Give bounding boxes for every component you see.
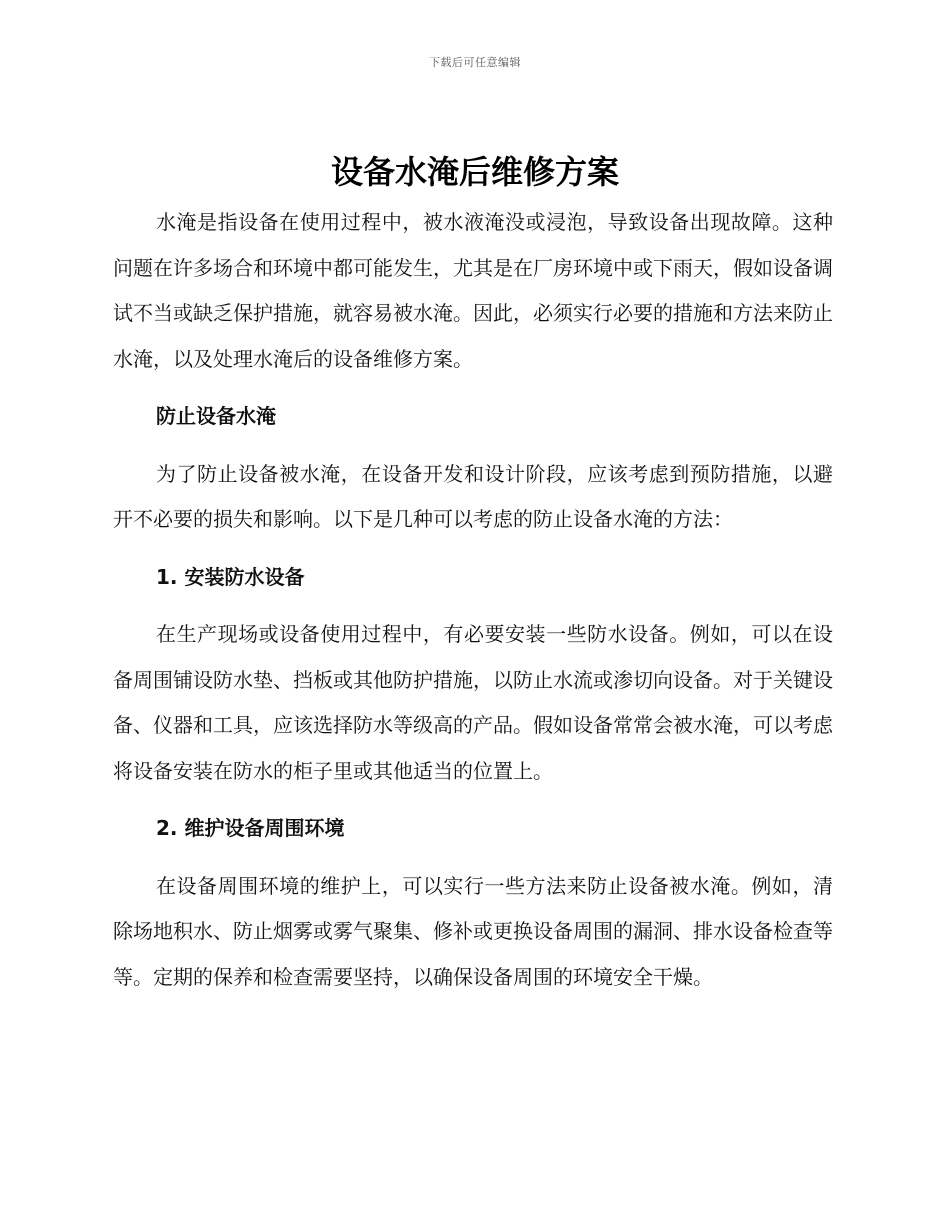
spacer — [113, 600, 833, 612]
document-title: 设备水淹后维修方案 — [330, 153, 619, 191]
spacer — [113, 852, 833, 864]
page-header-watermark: 下载后可任意编辑 — [429, 56, 521, 69]
item-heading: 1. 安装防水设备 — [156, 564, 305, 589]
item-paragraph: 在生产现场或设备使用过程中，有必要安装一些防水设备。例如，可以在设备周围铺设防水垫、挡板或其他防护措施，以防止水流或渗切向设备。对于关键设备、仪器和工具，应该选择防水等级高的产品。假如设备常常会被水淹，可以考虑将设备安装在防水的柜子里或其他适当的位置上。 — [113, 622, 833, 783]
section-heading: 防止设备水淹 — [156, 404, 276, 428]
spacer — [113, 543, 833, 555]
spacer — [113, 794, 833, 806]
item-heading: 2. 维护设备周围环境 — [156, 816, 345, 840]
item-paragraph: 在设备周围环境的维护上，可以实行一些方法来防止设备被水淹。例如，清除场地积水、防止烟雾或雾气聚集、修补或更换设备周围的漏洞、排水设备检查等等。定期的保养和检查需要坚持，以确保设备周围的环境安全干燥。 — [113, 873, 833, 989]
section-intro-paragraph: 为了防止设备被水淹，在设备开发和设计阶段，应该考虑到预防措施，以避开不必要的损失和影响。以下是几种可以考虑的防止设备水淹的方法： — [113, 461, 833, 531]
spacer — [113, 382, 833, 394]
document-body — [113, 200, 833, 1000]
intro-paragraph: 水淹是指设备在使用过程中，被水液淹没或浸泡，导致设备出现故障。这种问题在许多场合和环境中都可能发生，尤其是在厂房环境中或下雨天，假如设备调试不当或缺乏保护措施，就容易被水淹。因此，必须实行必要的措施和方法来防止水淹，以及处理水淹后的设备维修方案。 — [113, 210, 833, 371]
spacer — [113, 440, 833, 452]
